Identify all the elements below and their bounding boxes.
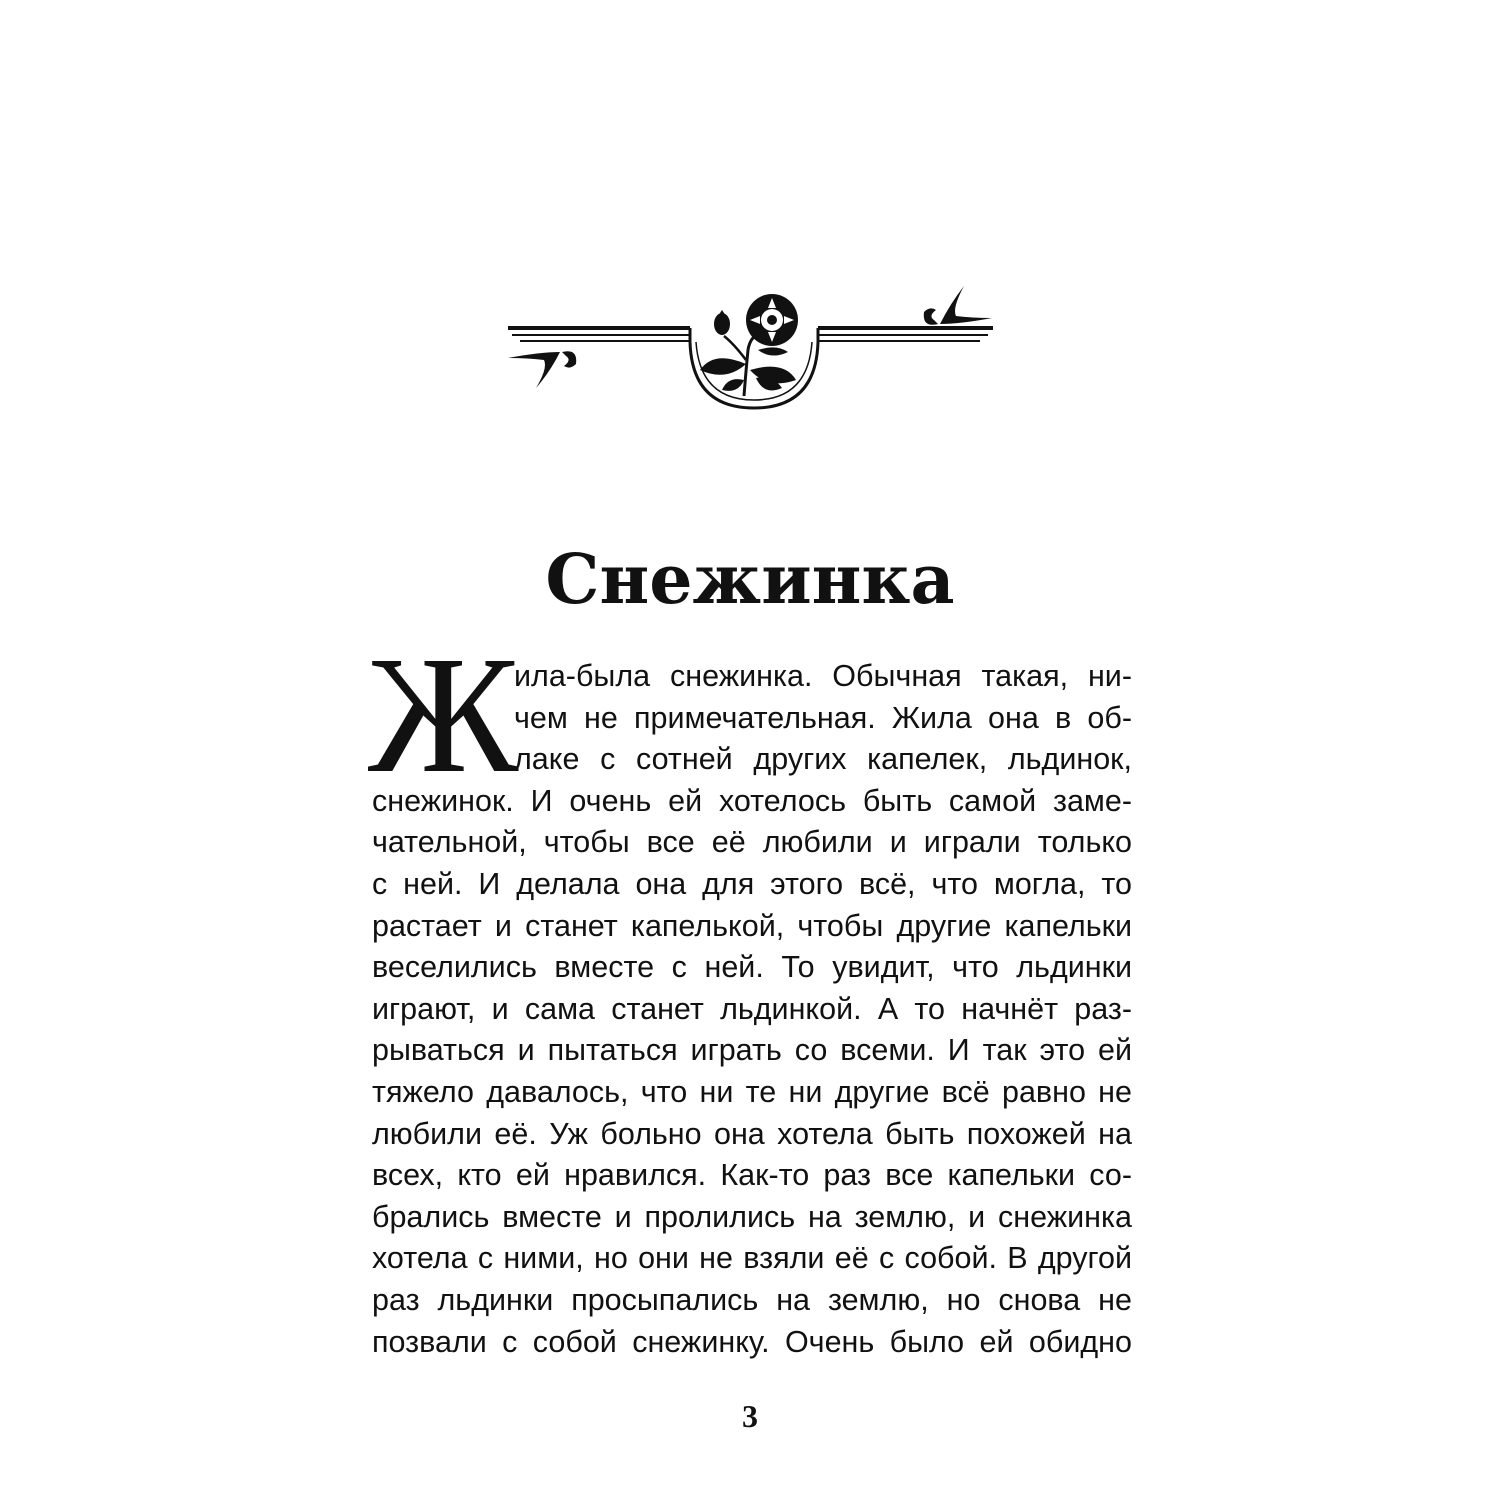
- page-number: 3: [742, 1398, 758, 1434]
- text-line: играют, и сама станет льдинкой. А то начнёт раз-: [372, 991, 1132, 1026]
- text-line: с ней. И делала она для этого всё, что могла, то: [372, 866, 1132, 901]
- text-line: всех, кто ей нравился. Как-то раз все капельки со-: [372, 1158, 1132, 1193]
- text-line: брались вместе и пролились на землю, и снежинка: [372, 1199, 1132, 1234]
- text-line: снежинок. И очень ей хотелось быть самой заме-: [372, 783, 1132, 818]
- text-line: любили её. Уж больно она хотела быть похожей на: [372, 1116, 1132, 1151]
- dropcap-letter: Ж: [368, 622, 519, 808]
- text-line: лаке с сотней других капелек, льдинок,: [514, 742, 1132, 777]
- text-line: тяжело давалось, что ни те ни другие всё равно не: [372, 1074, 1132, 1109]
- text-line: рываться и пытаться играть со всеми. И так это ей: [372, 1033, 1132, 1068]
- text-line: хотела с ними, но они не взяли её с собой. В другой: [372, 1241, 1132, 1276]
- text-line: растает и станет капелькой, чтобы другие капельки: [372, 908, 1132, 943]
- text-line: раз льдинки просыпались на землю, но снова не: [372, 1282, 1132, 1317]
- floral-ornament-icon: [500, 280, 1000, 420]
- text-line: ила-была снежинка. Обычная такая, ни-: [514, 659, 1132, 693]
- text-line: чательной, чтобы все её любили и играли только: [372, 825, 1132, 860]
- text-line: чем не примечательная. Жила она в об-: [514, 700, 1132, 735]
- text-line: позвали с собой снежинку. Очень было ей обидно: [372, 1324, 1132, 1359]
- chapter-text: [372, 656, 1132, 1363]
- text-line: веселились вместе с ней. То увидит, что льдинки: [372, 950, 1132, 985]
- chapter-title: Снежинка: [545, 540, 955, 620]
